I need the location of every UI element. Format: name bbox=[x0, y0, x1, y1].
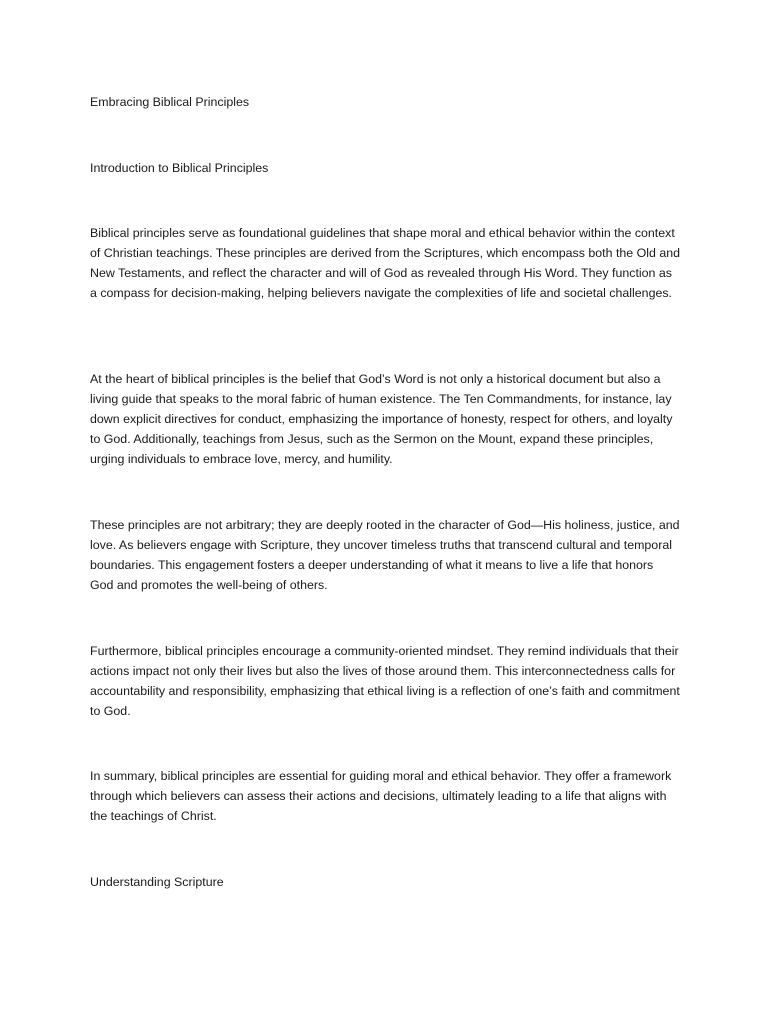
section-heading-understanding-scripture: Understanding Scripture bbox=[90, 875, 224, 889]
paragraph: In summary, biblical principles are essential for guiding moral and ethical behavior. They offer a framework through which believers can assess their actions and decisions, ultimately leading to a life that aligns with the teachings of Christ. bbox=[90, 769, 672, 823]
paragraph: Biblical principles serve as foundational guidelines that shape moral and ethical behavior within the context of Christian teachings. These principles are derived from the Scriptures, which encompass both the Old and New Testaments, and reflect the character and will of God as revealed through His Word. They function as a compass for decision-making, helping believers navigate the complexities of life and societal challenges. bbox=[90, 226, 681, 300]
paragraph: These principles are not arbitrary; they are deeply rooted in the character of God—His holiness, justice, and love. As believers engage with Scripture, they uncover timeless truths that transcend cultural and temporal boundaries. This engagement fosters a deeper understanding of what it means to live a life that honors God and promotes the well-being of others. bbox=[90, 518, 680, 592]
section-heading-introduction: Introduction to Biblical Principles bbox=[90, 161, 269, 175]
document-title: Embracing Biblical Principles bbox=[90, 95, 250, 109]
paragraph: Furthermore, biblical principles encourage a community-oriented mindset. They remind individuals that their actions impact not only their lives but also the lives of those around them. This interconnectedness calls for accountability and responsibility, emphasizing that ethical living is a reflection of one’s faith and commitment to God. bbox=[90, 644, 680, 718]
paragraph: At the heart of biblical principles is the belief that God’s Word is not only a historical document but also a living guide that speaks to the moral fabric of human existence. The Ten Commandments, for instance, lay down explicit directives for conduct, emphasizing the importance of honesty, respect for others, and loyalty to God. Additionally, teachings from Jesus, such as the Sermon on the Mount, expand these principles, urging individuals to embrace love, mercy, and humility. bbox=[90, 372, 673, 466]
